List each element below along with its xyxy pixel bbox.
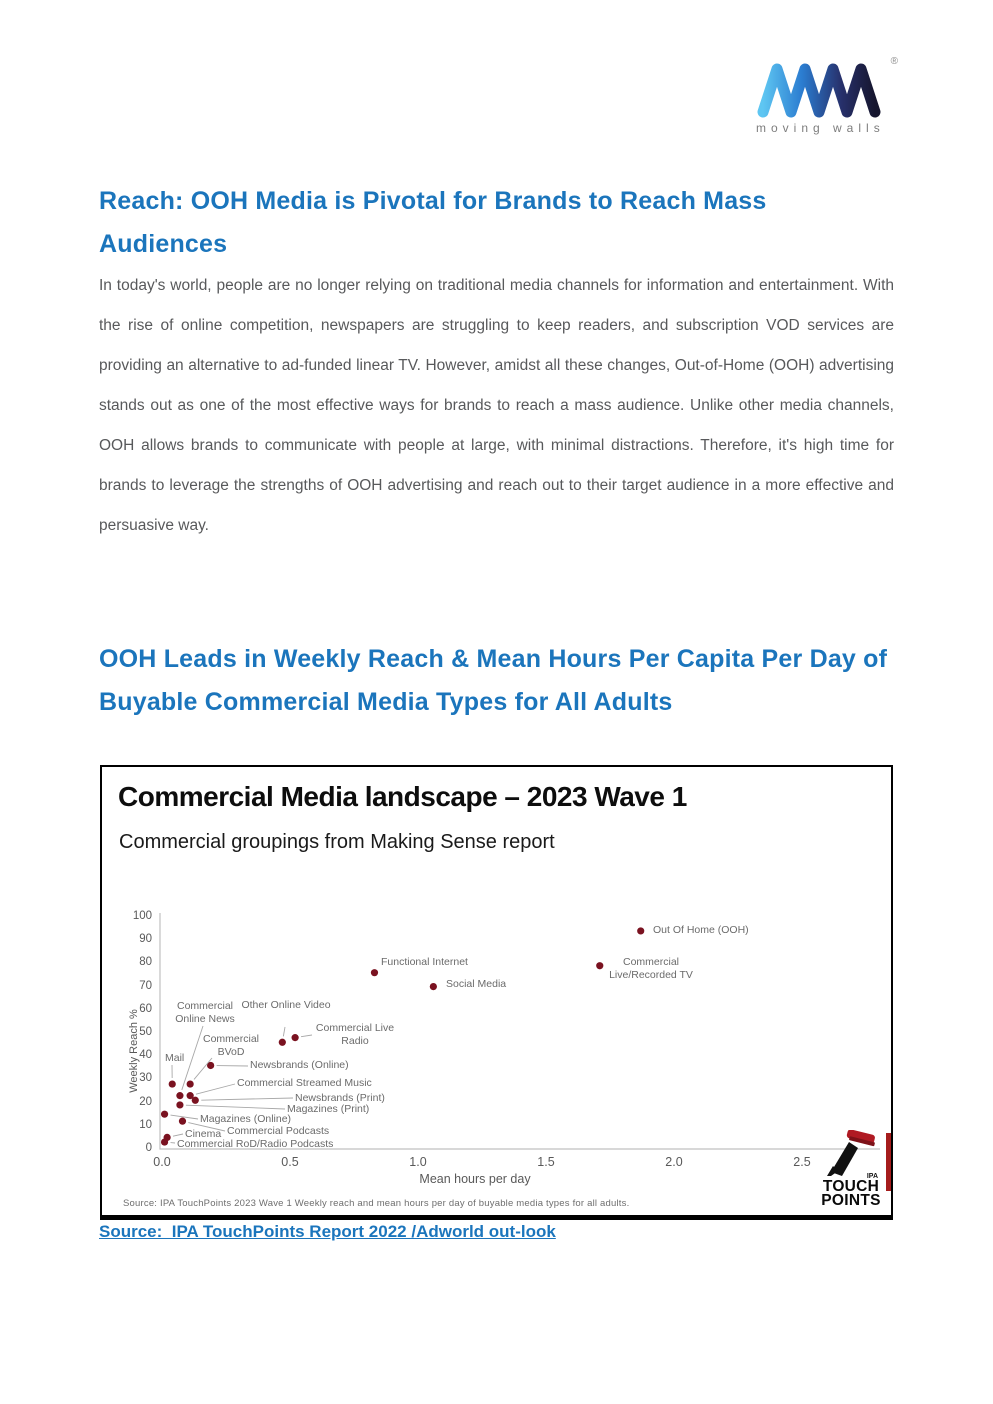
point-label: Mail [165,1052,185,1064]
x-axis-title: Mean hours per day [419,1172,531,1186]
scatter-point [371,969,378,976]
y-axis-tick: 100 [132,910,152,922]
point-label: Commercial Podcasts [227,1125,330,1137]
registered-mark: ® [890,56,898,67]
scatter-point [169,1080,176,1087]
point-label: Commercial Streamed Music [237,1077,372,1089]
scatter-point [161,1111,168,1118]
point-label: Commercial Live/Recorded TV [609,956,693,981]
leader-line [201,1098,293,1100]
chart-source-note: Source: IPA TouchPoints 2023 Wave 1 Weekly reach and mean hours per day of buyable media types for all adults. [123,1198,630,1209]
x-axis-tick: 2.5 [793,1155,811,1169]
y-axis-tick: 0 [145,1142,152,1154]
scatter-point [192,1097,199,1104]
y-axis-tick: 90 [139,933,152,946]
point-label: Newsbrands (Print) [295,1092,385,1104]
leader-line [301,1035,312,1037]
leader-line [196,1084,235,1094]
y-axis-tick: 40 [139,1049,152,1062]
scatter-point [637,927,644,934]
scatter-plot [102,767,891,1215]
commercial-media-chart [100,765,893,1220]
x-axis-tick: 0.5 [281,1155,299,1169]
section-title: OOH Leads in Weekly Reach & Mean Hours Per Capita Per Day of Buyable Commercial Media Types for All Adults [99,644,888,716]
point-label: Magazines (Print) [287,1103,370,1115]
point-label: Commercial Online News [175,1000,235,1025]
chart-title: Commercial Media landscape – 2023 Wave 1 [118,781,687,812]
point-label: Functional Internet [381,956,468,968]
ipa-label: IPA [866,1172,878,1180]
y-axis-title: Weekly Reach % [128,1009,140,1093]
point-label: Newsbrands (Online) [250,1059,349,1071]
leader-line [283,1027,285,1036]
point-label: Social Media [446,978,507,990]
scatter-point [187,1080,194,1087]
point-label: Cinema [185,1128,222,1140]
mw-zigzag-icon [756,60,888,118]
point-label: Other Online Video [241,999,331,1011]
y-axis-tick: 20 [139,1095,152,1108]
ipa-touchpoints-logo [816,1130,886,1209]
scatter-point [279,1039,286,1046]
scatter-point [176,1092,183,1099]
y-axis-tick: 70 [139,979,152,992]
chart-subtitle: Commercial groupings from Making Sense report [119,831,555,853]
point-label: Commercial RoD/Radio Podcasts [177,1138,334,1150]
touch-label: TOUCH [822,1177,880,1195]
leader-line [173,1134,183,1136]
y-axis-tick: 50 [139,1026,152,1038]
point-label: Commercial Live Radio [315,1022,395,1047]
y-axis-tick: 60 [139,1002,152,1015]
marker-pen-icon [823,1130,879,1176]
point-label: Out Of Home (OOH) [653,924,749,936]
x-axis-tick: 1.0 [409,1155,427,1169]
points-label: POINTS [821,1192,881,1210]
scatter-point [292,1034,299,1041]
source-link[interactable]: Source: IPA TouchPoints Report 2022 /Adworld out-look [99,1222,556,1241]
x-axis-tick: 1.5 [537,1155,555,1169]
moving-walls-logo [756,56,898,135]
logo-red-strip [886,1133,891,1191]
y-axis-tick: 30 [139,1072,152,1085]
scatter-point [596,962,603,969]
page-title: Reach: OOH Media is Pivotal for Brands to Reach Mass Audiences [99,186,767,258]
scatter-point [161,1138,168,1145]
leader-line [182,1026,203,1090]
point-label: Commercial BVoD [203,1033,260,1058]
scatter-point [179,1118,186,1125]
y-axis-tick: 10 [139,1118,152,1131]
scatter-point [430,983,437,990]
x-axis-tick: 0.0 [153,1155,171,1169]
y-axis-tick: 80 [139,956,152,969]
x-axis-tick: 2.0 [665,1155,683,1169]
scatter-point [176,1101,183,1108]
leader-line [186,1105,285,1109]
intro-paragraph: In today's world, people are no longer relying on traditional media channels for information and entertainment. With the rise of online competition, newspapers are struggling to keep readers, and subscription VOD services are providing an alternative to ad-funded linear TV. However, amidst all these changes, Out-of-Home (OOH) advertising stands out as one of the most effective ways for brands to reach a mass audience. Unlike other media channels, OOH allows brands to communicate with people at large, with minimal distractions. Therefore, it's high time for brands to leverage the strengths of OOH advertising and reach out to their target audience in a more effective and persuasive way. [99,276,894,534]
point-label: Magazines (Online) [200,1113,292,1125]
logo-tagline: moving walls [756,121,885,135]
